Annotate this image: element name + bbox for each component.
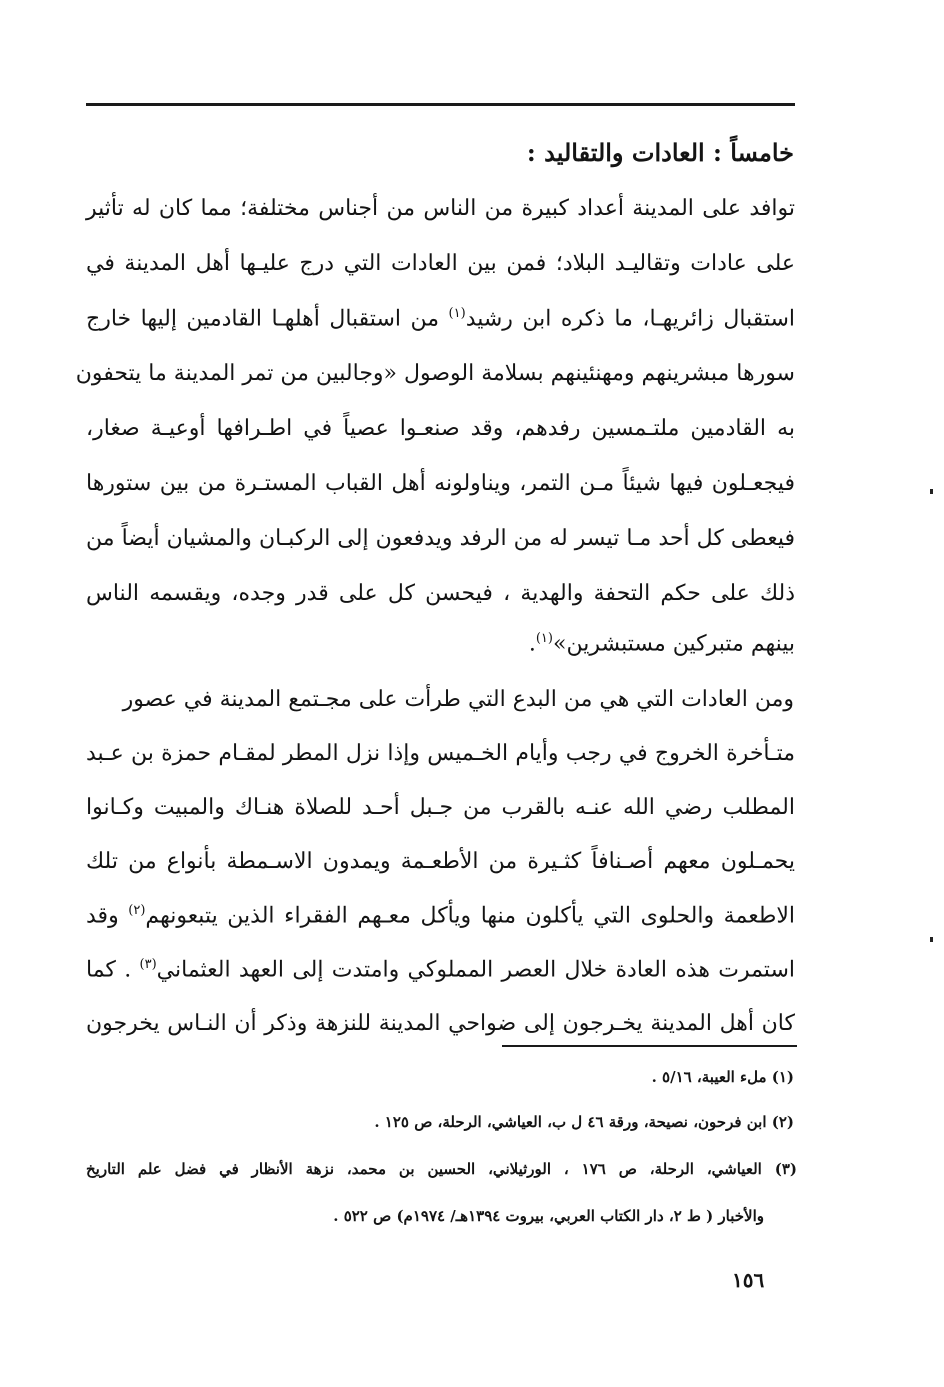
body-line: به القادمين ملتـمسين رفدهم، وقد صنعـوا عصياً في اطـرافها أوعيـة صغار، xyxy=(86,416,795,441)
footnote: والأخبار ( ط ٢، دار الكتاب العربي، بيروت ١٣٩٤هـ/ ١٩٧٤م) ص ٥٢٢ . xyxy=(333,1207,764,1225)
body-line xyxy=(86,903,795,928)
body-line: على عادات وتقاليـد البلاد؛ فمن بين العادات التي درج عليـها أهل المدينة في xyxy=(86,251,795,276)
body-line-part: من استقبال أهلهـا القادمين إليها خارج xyxy=(86,306,440,332)
footnote-rule xyxy=(502,1045,797,1047)
body-line: متـأخرة الخروج في رجب وأيام الخـميس وإذا نزل المطر لمقـام حمزة بن عـبد xyxy=(86,741,795,766)
body-line: فيجعـلون فيها شيئاً مـن التمر، ويناولونه أهل القباب المستـرة من بين ستورها xyxy=(86,471,795,496)
footnote: (١) ملء العيبة، ٥/١٦ . xyxy=(651,1068,794,1086)
body-line-part: استمرت هذه العادة خلال العصر المملوكي وامتدت إلى العهد العثماني xyxy=(156,957,795,983)
footnote-ref: (١) xyxy=(535,631,553,646)
body-line xyxy=(86,306,795,331)
body-line-part: وقد xyxy=(86,903,119,929)
footnote-ref: (٣) xyxy=(139,957,157,972)
section-heading: خامساً : العادات والتقاليد : xyxy=(526,138,794,167)
top-rule xyxy=(86,103,795,106)
scan-edge-mark xyxy=(930,489,933,494)
footnote: (٢) ابن فرحون، نصيحة، ورقة ٤٦ ل ب، العياشي، الرحلة، ص ١٢٥ . xyxy=(374,1113,794,1131)
body-line: سورها مبشرينهم ومهنئينهم بسلامة الوصول «وجالبين من تمر المدينة ما يتحفون xyxy=(75,361,795,386)
body-line: كان أهل المدينة يخـرجون إلى ضواحي المدينة للنزهة وذكر أن النـاس يخرجون xyxy=(86,1011,795,1036)
footnote: (٣) العياشي، الرحلة، ص ١٧٦ ، الورثيلاني، الحسين بن محمد، نزهة الأنظار في فضل علم التاريخ xyxy=(86,1160,797,1178)
footnote-ref: (١) xyxy=(448,306,466,321)
body-line xyxy=(86,957,795,982)
body-line-part: الاطعمة والحلوى التي يأكلون منها ويأكل معـهم الفقراء الذين يتبعونهم xyxy=(145,903,795,929)
body-line: ومن العادات التي هي من البدع التي طرأت على مجـتمع المدينة في عصور xyxy=(122,687,794,712)
body-line-part: استقبال زائريهـا، ما ذكره ابن رشيد xyxy=(465,306,796,332)
body-line: فيعطى كل أحد مـا تيسر له من الرفد ويدفعون إلى الركبـان والمشيان أيضاً من xyxy=(86,526,795,551)
body-line: يحمـلون معهم أصـنافاً كثـيرة من الأطعـمة ويمدون الاسـمطة بأنواع من تلك xyxy=(86,849,795,874)
page-number: ١٥٦ xyxy=(732,1268,765,1292)
scan-edge-mark xyxy=(930,937,933,942)
body-line-part: . كما xyxy=(86,957,132,983)
footnote-ref: (٢) xyxy=(128,903,146,918)
body-line xyxy=(86,631,795,656)
period: . xyxy=(528,631,536,657)
body-line-part: بينهم متبركين مستبشرين» xyxy=(552,631,795,657)
body-line: ذلك على حكم التحفة والهدية ، فيحسن كل على قدر وجده، ويقسمه الناس xyxy=(86,581,795,606)
body-line: المطلب رضي الله عنـه بالقرب من جـبل أحـد للصلاة هنـاك والمبيت وكـانوا xyxy=(86,795,795,820)
body-line: توافد على المدينة أعداد كبيرة من الناس من أجناس مختلفة؛ مما كان له تأثير xyxy=(86,196,795,221)
